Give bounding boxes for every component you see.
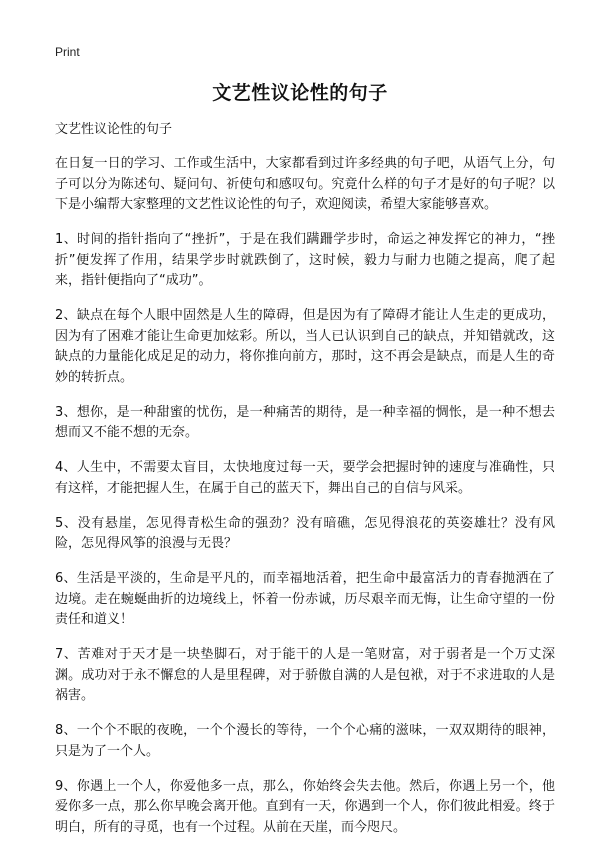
article-body [55, 121, 555, 853]
paragraph-8: 8、一个个不眠的夜晚，一个个漫长的等待，一个个心痛的滋味，一双双期待的眼神，只是为了一个人。 [55, 723, 555, 759]
paragraph-7: 7、苦难对于天才是一块垫脚石，对于能干的人是一笔财富，对于弱者是一个万丈深渊。成功对于永不懈怠的人是里程碑，对于骄傲自满的人是包袱，对于不求进取的人是祸害。 [55, 647, 555, 703]
paragraph-5: 5、没有悬崖，怎见得青松生命的强劲？没有暗礁，怎见得浪花的英姿雄壮？没有风险，怎见得风筝的浪漫与无畏？ [55, 515, 555, 551]
article-subtitle: 文艺性议论性的句子 [55, 122, 173, 137]
paragraph-2: 2、缺点在每个人眼中固然是人生的障碍，但是因为有了障碍才能让人生走的更成功，因为有了困难才能让生命更加炫彩。所以，当人已认识到自己的缺点，并知错就改，这缺点的力量能化成足足的动力，将你推向前方，那时，这不再会是缺点，而是人生的奇妙的转折点。 [55, 308, 555, 385]
paragraph-1: 1、时间的指针指向了“挫折”，于是在我们蹒跚学步时，命运之神发挥它的神力，“挫折”便发挥了作用，结果学步时就跌倒了，这时候，毅力与耐力也随之提高，爬了起来，指针便指向了“成功”。 [55, 232, 555, 288]
paragraph-9: 9、你遇上一个人，你爱他多一点，那么，你始终会失去他。然后，你遇上另一个，他爱你多一点，那么你早晚会离开他。直到有一天，你遇到一个人，你们彼此相爱。终于明白，所有的寻觅，也有一个过程。从前在天崖，而今咫尺。 [55, 778, 555, 835]
page-title: 文艺性议论性的句子 [212, 82, 388, 104]
paragraph-6: 6、生活是平淡的，生命是平凡的，而幸福地活着，把生命中最富活力的青春抛洒在了边境。走在蜿蜒曲折的边境线上，怀着一份赤诚，历尽艰辛而无悔，让生命守望的一份责任和道义！ [55, 571, 555, 627]
paragraph-intro: 在日复一日的学习、工作或生活中，大家都看到过许多经典的句子吧，从语气上分，句子可以分为陈述句、疑问句、祈使句和感叹句。究竟什么样的句子才是好的句子呢？以下是小编帮大家整理的文艺性议论性的句子，欢迎阅读，希望大家能够喜欢。 [55, 156, 555, 212]
paragraph-4: 4、人生中，不需要太盲目，太快地度过每一天，要学会把握时钟的速度与准确性，只有这样，才能把握人生，在属于自己的蓝天下，舞出自己的自信与风采。 [55, 460, 555, 496]
print-link[interactable]: Print [55, 45, 80, 59]
paragraph-3: 3、想你，是一种甜蜜的忧伤，是一种痛苦的期待，是一种幸福的惆怅，是一种不想去想而又不能不想的无奈。 [55, 404, 555, 440]
